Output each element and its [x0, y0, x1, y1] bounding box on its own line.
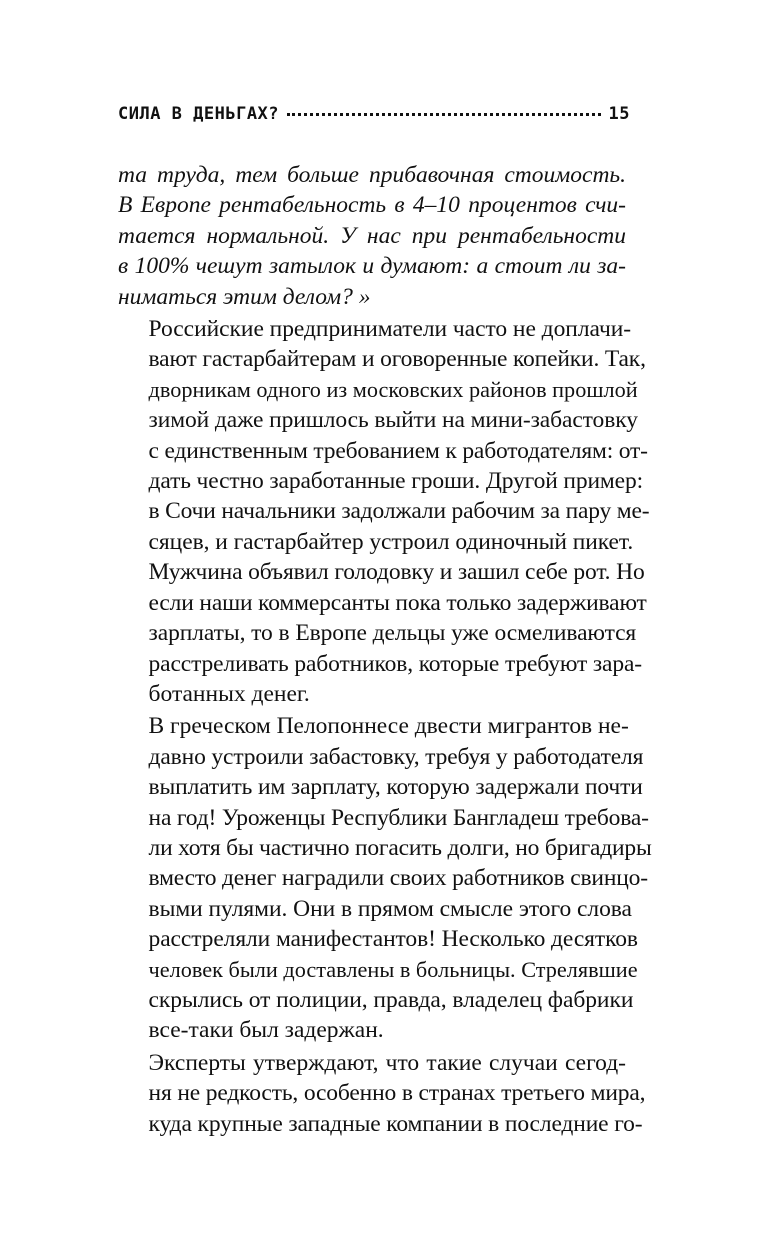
- text-line: выми пулями. Они в прямом смысле этого слова: [148, 895, 632, 922]
- text-line: куда крупные западные компании в последние го-: [148, 1110, 643, 1137]
- text-line: с единственным требованием к работодателям: от-: [148, 437, 648, 464]
- text-line: человек были доставлены в больницы. Стрелявшие: [148, 956, 638, 982]
- text-line: расстреливать работников, которые требуют зара-: [148, 650, 642, 677]
- text-line: тается нормальной. У нас при рентабельности: [118, 222, 626, 249]
- text-line: та труда, тем больше прибавочная стоимость.: [118, 162, 626, 188]
- text-line: ниматься этим делом? »: [118, 283, 371, 310]
- text-line: зарплаты, то в Европе дельцы уже осмеливаются: [148, 620, 637, 647]
- text-line: вают гастарбайтерам и оговоренные копейки. Так,: [148, 346, 646, 373]
- text-line: В греческом Пелопоннесе двести мигрантов не-: [148, 713, 629, 740]
- text-line: дать честно заработанные гроши. Другой пример:: [148, 468, 643, 495]
- paragraph: [118, 314, 650, 709]
- paragraph: [118, 1048, 646, 1139]
- body-text: [118, 160, 652, 1139]
- quote-continuation: [118, 160, 626, 312]
- page-number: 15: [608, 104, 630, 124]
- text-line: на год! Уроженцы Республики Бангладеш требова-: [148, 804, 649, 831]
- text-line: зимой даже пришлось выйти на мини-забастовку: [148, 407, 638, 434]
- text-line: В Европе рентабельность в 4–10 процентов счи-: [118, 192, 626, 219]
- text-line: ня не редкость, особенно в странах третьего мира,: [148, 1080, 646, 1107]
- text-line: выплатить им зарплату, которую задержали почти: [148, 774, 643, 801]
- text-line: ли хотя бы частично погасить долги, но бригадиры: [148, 834, 652, 861]
- text-line: сяцев, и гастарбайтер устроил одиночный пикет.: [148, 528, 634, 555]
- text-line: Российские предприниматели часто не доплачи-: [148, 316, 632, 343]
- chapter-title: СИЛА В ДЕНЬГАХ?: [118, 104, 280, 124]
- text-line: Мужчина объявил голодовку и зашил себе рот. Но: [148, 559, 645, 586]
- text-line: дворникам одного из московских районов прошлой: [148, 376, 638, 402]
- text-line: если наши коммерсанты пока только задерживают: [148, 589, 647, 616]
- paragraph: [118, 711, 652, 1045]
- text-line: все-таки был задержан.: [148, 1017, 384, 1044]
- text-line: в 100% чешут затылок и думают: а стоит ли за-: [118, 253, 626, 280]
- text-line: ботанных денег.: [148, 680, 310, 707]
- text-line: Эксперты утверждают, что такие случаи сегод-: [148, 1049, 626, 1076]
- dot-leader: [287, 113, 600, 116]
- text-line: вместо денег наградили своих работников свинцо-: [148, 865, 648, 892]
- text-line: в Сочи начальники задолжали рабочим за пару ме-: [148, 498, 650, 525]
- running-header: [118, 104, 630, 128]
- text-line: давно устроили забастовку, требуя у работодателя: [148, 743, 644, 770]
- text-line: расстреляли манифестантов! Несколько десятков: [148, 926, 638, 953]
- text-line: скрылись от полиции, правда, владелец фабрики: [148, 986, 634, 1013]
